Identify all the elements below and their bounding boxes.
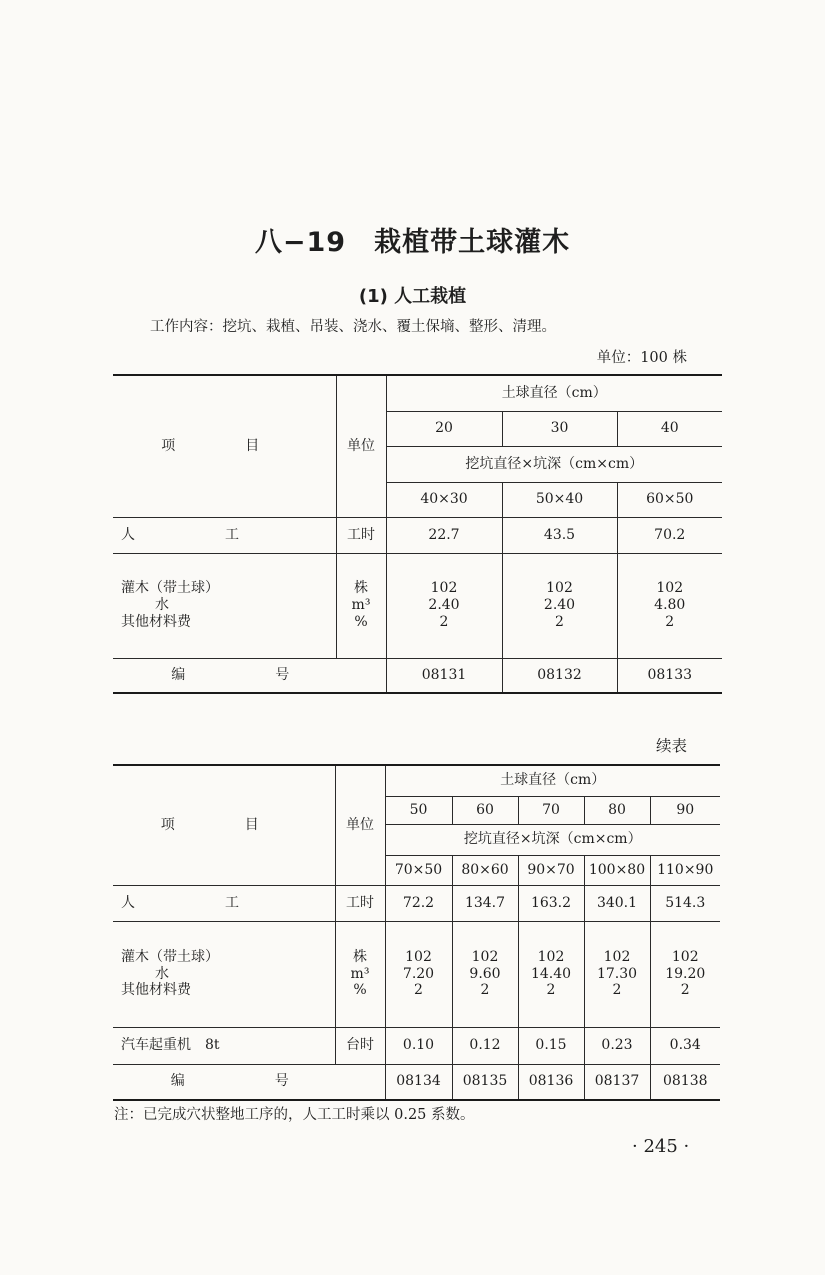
- page-number: · 245 ·: [632, 1136, 690, 1157]
- material-other: 其他材料费: [121, 982, 191, 999]
- row-label: 汽车起重机 8t: [113, 1027, 335, 1064]
- header-pit-size: 挖坑直径×坑深（cm×cm）: [386, 446, 722, 482]
- header-item: 项 目: [113, 375, 336, 517]
- pit-cell: 110×90: [650, 855, 720, 885]
- material-shrub: 灌木（带土球）: [121, 580, 219, 597]
- header-ball-diameter: 土球直径（cm）: [386, 375, 722, 411]
- header-ball-diameter: 土球直径（cm）: [385, 765, 720, 796]
- value-cell: 514.3: [650, 885, 720, 921]
- footnote: 注：已完成穴状整地工序的，人工工时乘以 0.25 系数。: [114, 1107, 475, 1123]
- pit-cell: 100×80: [584, 855, 650, 885]
- code-cell: 08134: [385, 1064, 452, 1100]
- value-cell: 134.7: [452, 885, 518, 921]
- value-cell: 43.5: [502, 517, 617, 553]
- table-row-labor: [113, 517, 722, 553]
- value-cell: 102 7.20 2: [385, 921, 452, 1027]
- row-unit: 工时: [336, 517, 386, 553]
- code-cell: 08133: [617, 658, 722, 693]
- row-unit: 株 m³ %: [336, 553, 386, 658]
- value-cell: 102 2.40 2: [386, 553, 502, 658]
- unit-label: 单位：100 株: [596, 350, 687, 366]
- value-cell: 102 19.20 2: [650, 921, 720, 1027]
- code-cell: 08132: [502, 658, 617, 693]
- code-label: 编 号: [113, 1064, 385, 1100]
- row-unit: 工时: [335, 885, 385, 921]
- diameter-cell: 20: [386, 411, 502, 446]
- value-cell: 102 4.80 2: [617, 553, 722, 658]
- material-shrub: 灌木（带土球）: [121, 948, 219, 965]
- value-cell: 0.10: [385, 1027, 452, 1064]
- value-cell: 102 14.40 2: [518, 921, 584, 1027]
- table-row-code: [113, 1064, 720, 1100]
- work-content: 工作内容：挖坑、栽植、吊装、浇水、覆土保墒、整形、清理。: [150, 319, 556, 335]
- header-unit: 单位: [336, 375, 386, 517]
- value-cell: 70.2: [617, 517, 722, 553]
- value-cell: 102 9.60 2: [452, 921, 518, 1027]
- value-cell: 102 17.30 2: [584, 921, 650, 1027]
- row-unit: 台时: [335, 1027, 385, 1064]
- diameter-cell: 70: [518, 796, 584, 824]
- row-unit: 株 m³ %: [335, 921, 385, 1027]
- code-cell: 08138: [650, 1064, 720, 1100]
- value-cell: 0.15: [518, 1027, 584, 1064]
- code-cell: 08137: [584, 1064, 650, 1100]
- diameter-cell: 60: [452, 796, 518, 824]
- header-item: 项 目: [113, 765, 335, 885]
- section-title: 八−19 栽植带土球灌木: [254, 227, 571, 258]
- quota-table-1: [113, 374, 722, 694]
- value-cell: 340.1: [584, 885, 650, 921]
- quota-table-2: [113, 764, 720, 1101]
- value-cell: 0.12: [452, 1027, 518, 1064]
- diameter-cell: 40: [617, 411, 722, 446]
- table-row-materials: [113, 553, 722, 658]
- diameter-cell: 80: [584, 796, 650, 824]
- code-label: 编 号: [113, 658, 386, 693]
- pit-cell: 40×30: [386, 482, 502, 517]
- value-cell: 0.23: [584, 1027, 650, 1064]
- code-cell: 08135: [452, 1064, 518, 1100]
- pit-cell: 70×50: [385, 855, 452, 885]
- material-water: 水: [155, 597, 169, 614]
- value-cell: 102 2.40 2: [502, 553, 617, 658]
- code-cell: 08131: [386, 658, 502, 693]
- header-unit: 单位: [335, 765, 385, 885]
- pit-cell: 60×50: [617, 482, 722, 517]
- row-label: [113, 921, 335, 1027]
- value-cell: 163.2: [518, 885, 584, 921]
- pit-cell: 80×60: [452, 855, 518, 885]
- table-row-code: [113, 658, 722, 693]
- row-label: 人 工: [113, 517, 336, 553]
- header-pit-size: 挖坑直径×坑深（cm×cm）: [385, 824, 720, 855]
- table-row-labor: [113, 885, 720, 921]
- diameter-cell: 50: [385, 796, 452, 824]
- table-row-crane: [113, 1027, 720, 1064]
- diameter-cell: 30: [502, 411, 617, 446]
- diameter-cell: 90: [650, 796, 720, 824]
- value-cell: 72.2: [385, 885, 452, 921]
- material-water: 水: [155, 965, 169, 982]
- code-cell: 08136: [518, 1064, 584, 1100]
- table-row-materials: [113, 921, 720, 1027]
- row-label: [113, 553, 336, 658]
- subsection-title: (1) 人工栽植: [358, 286, 467, 307]
- material-other: 其他材料费: [121, 613, 191, 630]
- pit-cell: 50×40: [502, 482, 617, 517]
- value-cell: 22.7: [386, 517, 502, 553]
- continued-label: 续表: [655, 737, 687, 755]
- pit-cell: 90×70: [518, 855, 584, 885]
- row-label: 人 工: [113, 885, 335, 921]
- value-cell: 0.34: [650, 1027, 720, 1064]
